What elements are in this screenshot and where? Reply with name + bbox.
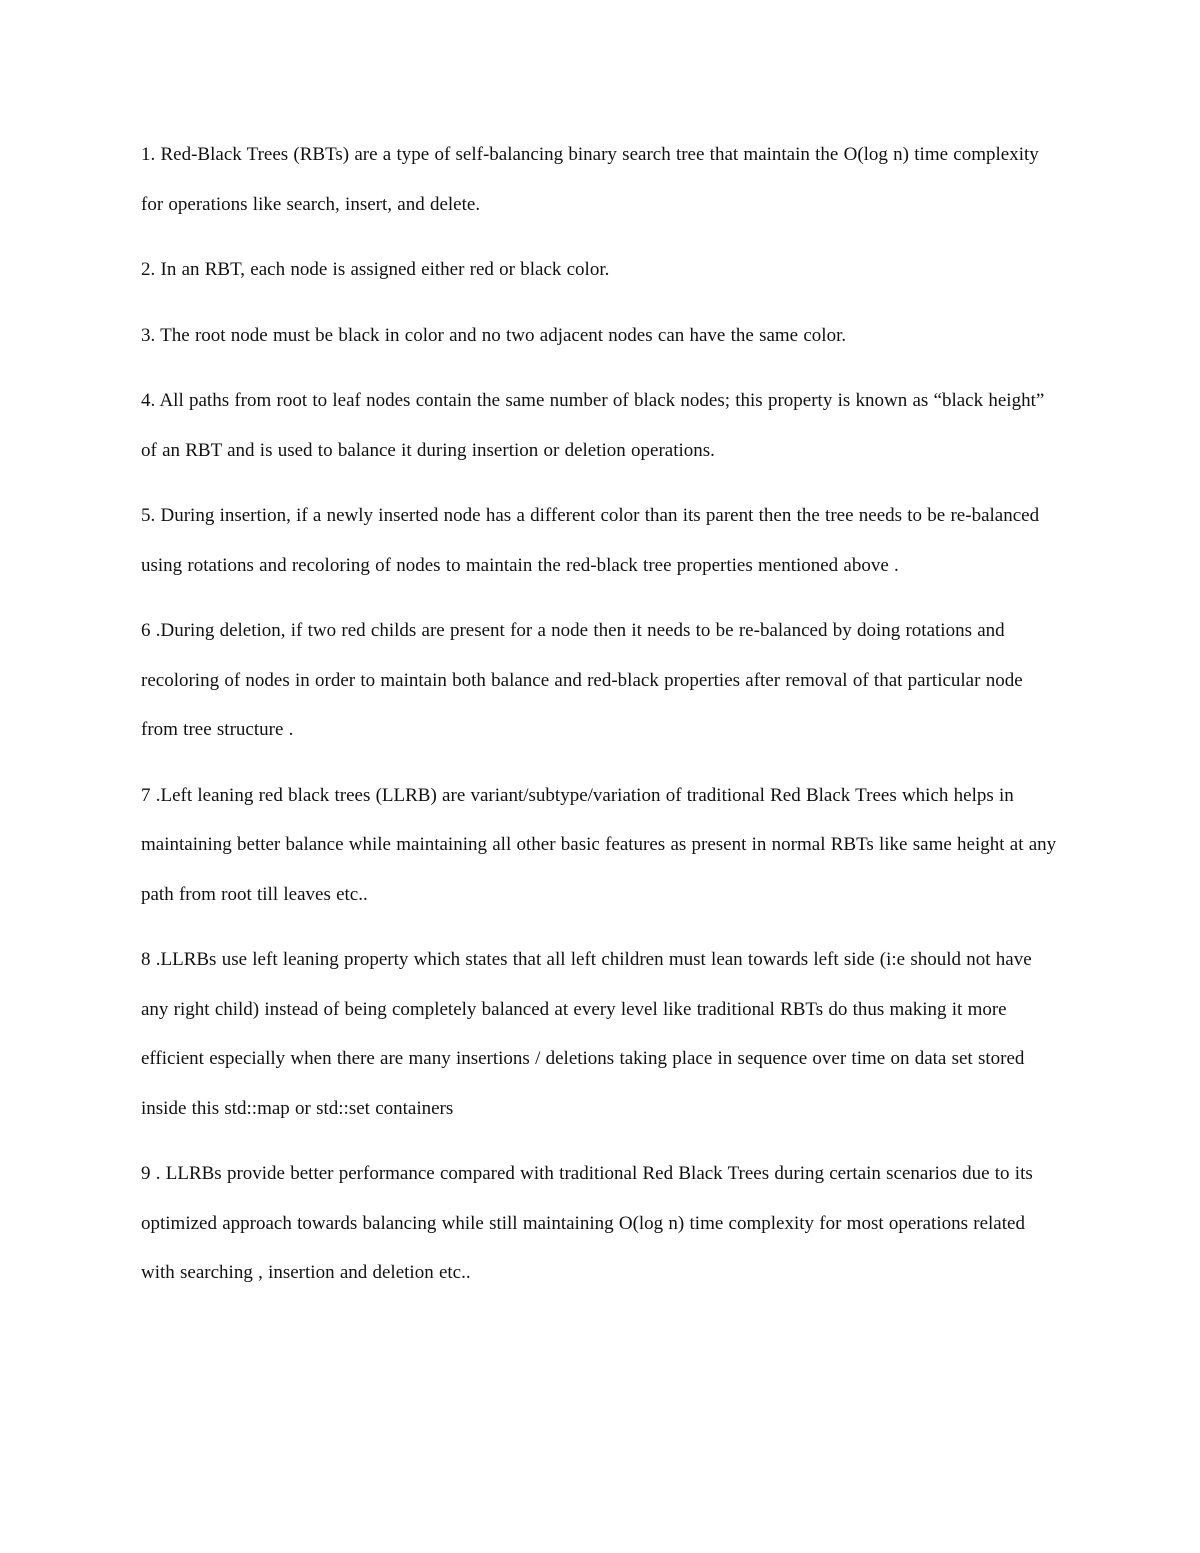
paragraph-7: 7 .Left leaning red black trees (LLRB) are variant/subtype/variation of traditional Red Black Trees which helps in maintaining better balance while maintaining all other basic features as present in normal RBTs like same height at any path from root till leaves etc.. (141, 784, 1057, 905)
paragraph-6: 6 .During deletion, if two red childs are present for a node then it needs to be re-balanced by doing rotations and recoloring of nodes in order to maintain both balance and red-black properties after removal of that particular node from tree structure . (141, 620, 1023, 740)
paragraph-2: 2. In an RBT, each node is assigned either red or black color. (141, 259, 610, 280)
paragraph-5: 5. During insertion, if a newly inserted node has a different color than its parent then the tree needs to be re-balanced using rotations and recoloring of nodes to maintain the red-black tree properties mentioned above . (141, 505, 1040, 576)
paragraph-8: 8 .LLRBs use left leaning property which states that all left children must lean towards left side (i:e should not have any right child) instead of being completely balanced at every level like traditional RBTs do thus making it more efficient especially when there are many insertions / deletions taking place in sequence over time on data set stored inside this std::map or std::set containers (141, 949, 1032, 1119)
paragraph-9: 9 . LLRBs provide better performance compared with traditional Red Black Trees during certain scenarios due to its optimized approach towards balancing while still maintaining O(log n) time complexity for most operations related with searching , insertion and deletion etc.. (141, 1163, 1033, 1283)
paragraph-3: 3. The root node must be black in color and no two adjacent nodes can have the same color. (141, 324, 847, 346)
paragraph-4: 4. All paths from root to leaf nodes contain the same number of black nodes; this property is known as “black height” of an RBT and is used to balance it during insertion or deletion operations. (141, 390, 1045, 461)
document-body (141, 130, 1061, 1314)
paragraph-1: 1. Red-Black Trees (RBTs) are a type of self-balancing binary search tree that maintain the O(log n) time complexity for operations like search, insert, and delete. (141, 144, 1039, 215)
